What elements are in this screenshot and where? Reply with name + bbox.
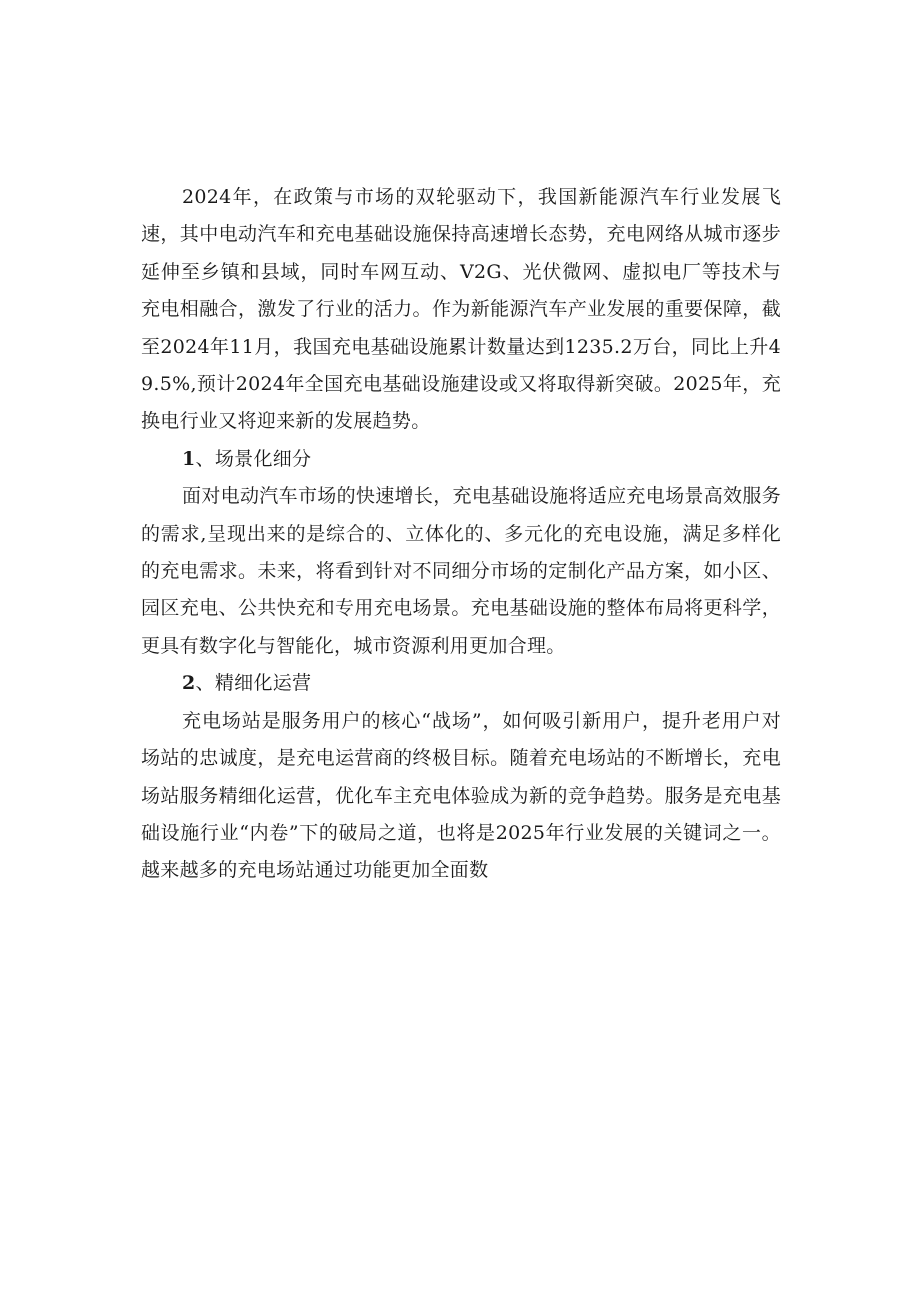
document-body xyxy=(141,179,781,890)
section-heading-2 xyxy=(141,665,781,702)
section-heading-1 xyxy=(141,441,781,478)
section-1-paragraph: 面对电动汽车市场的快速增长，充电基础设施将适应充电场景高效服务的需求,呈现出来的是综合的、立体化的、多元化的充电设施，满足多样化的充电需求。未来，将看到针对不同细分市场的定制化产品方案，如小区、园区充电、公共快充和专用充电场景。充电基础设施的整体布局将更科学，更具有数字化与智能化，城市资源利用更加合理。 xyxy=(141,485,781,657)
section-2-paragraph: 充电场站是服务用户的核心“战场”，如何吸引新用户，提升老用户对场站的忠诚度，是充电运营商的终极目标。随着充电场站的不断增长，充电场站服务精细化运营，优化车主充电体验成为新的竞争趋势。服务是充电基础设施行业“内卷”下的破局之道，也将是2025年行业发展的关键词之一。越来越多的充电场站通过功能更加全面数 xyxy=(141,709,781,882)
section-number: 2 xyxy=(182,672,196,695)
section-title: 场景化细分 xyxy=(214,447,312,470)
section-separator: 、 xyxy=(195,672,215,695)
section-title: 精细化运营 xyxy=(214,672,312,695)
intro-paragraph: 2024年，在政策与市场的双轮驱动下，我国新能源汽车行业发展飞速，其中电动汽车和充电基础设施保持高速增长态势，充电网络从城市逐步延伸至乡镇和县域，同时车网互动、V2G、光伏微网、虚拟电厂等技术与充电相融合，激发了行业的活力。作为新能源汽车产业发展的重要保障，截至2024年11月，我国充电基础设施累计数量达到1235.2万台，同比上升49.5%,预计2024年全国充电基础设施建设或又将取得新突破。2025年，充换电行业又将迎来新的发展趋势。 xyxy=(141,186,781,433)
section-separator: 、 xyxy=(195,447,215,470)
section-number: 1 xyxy=(182,447,196,470)
